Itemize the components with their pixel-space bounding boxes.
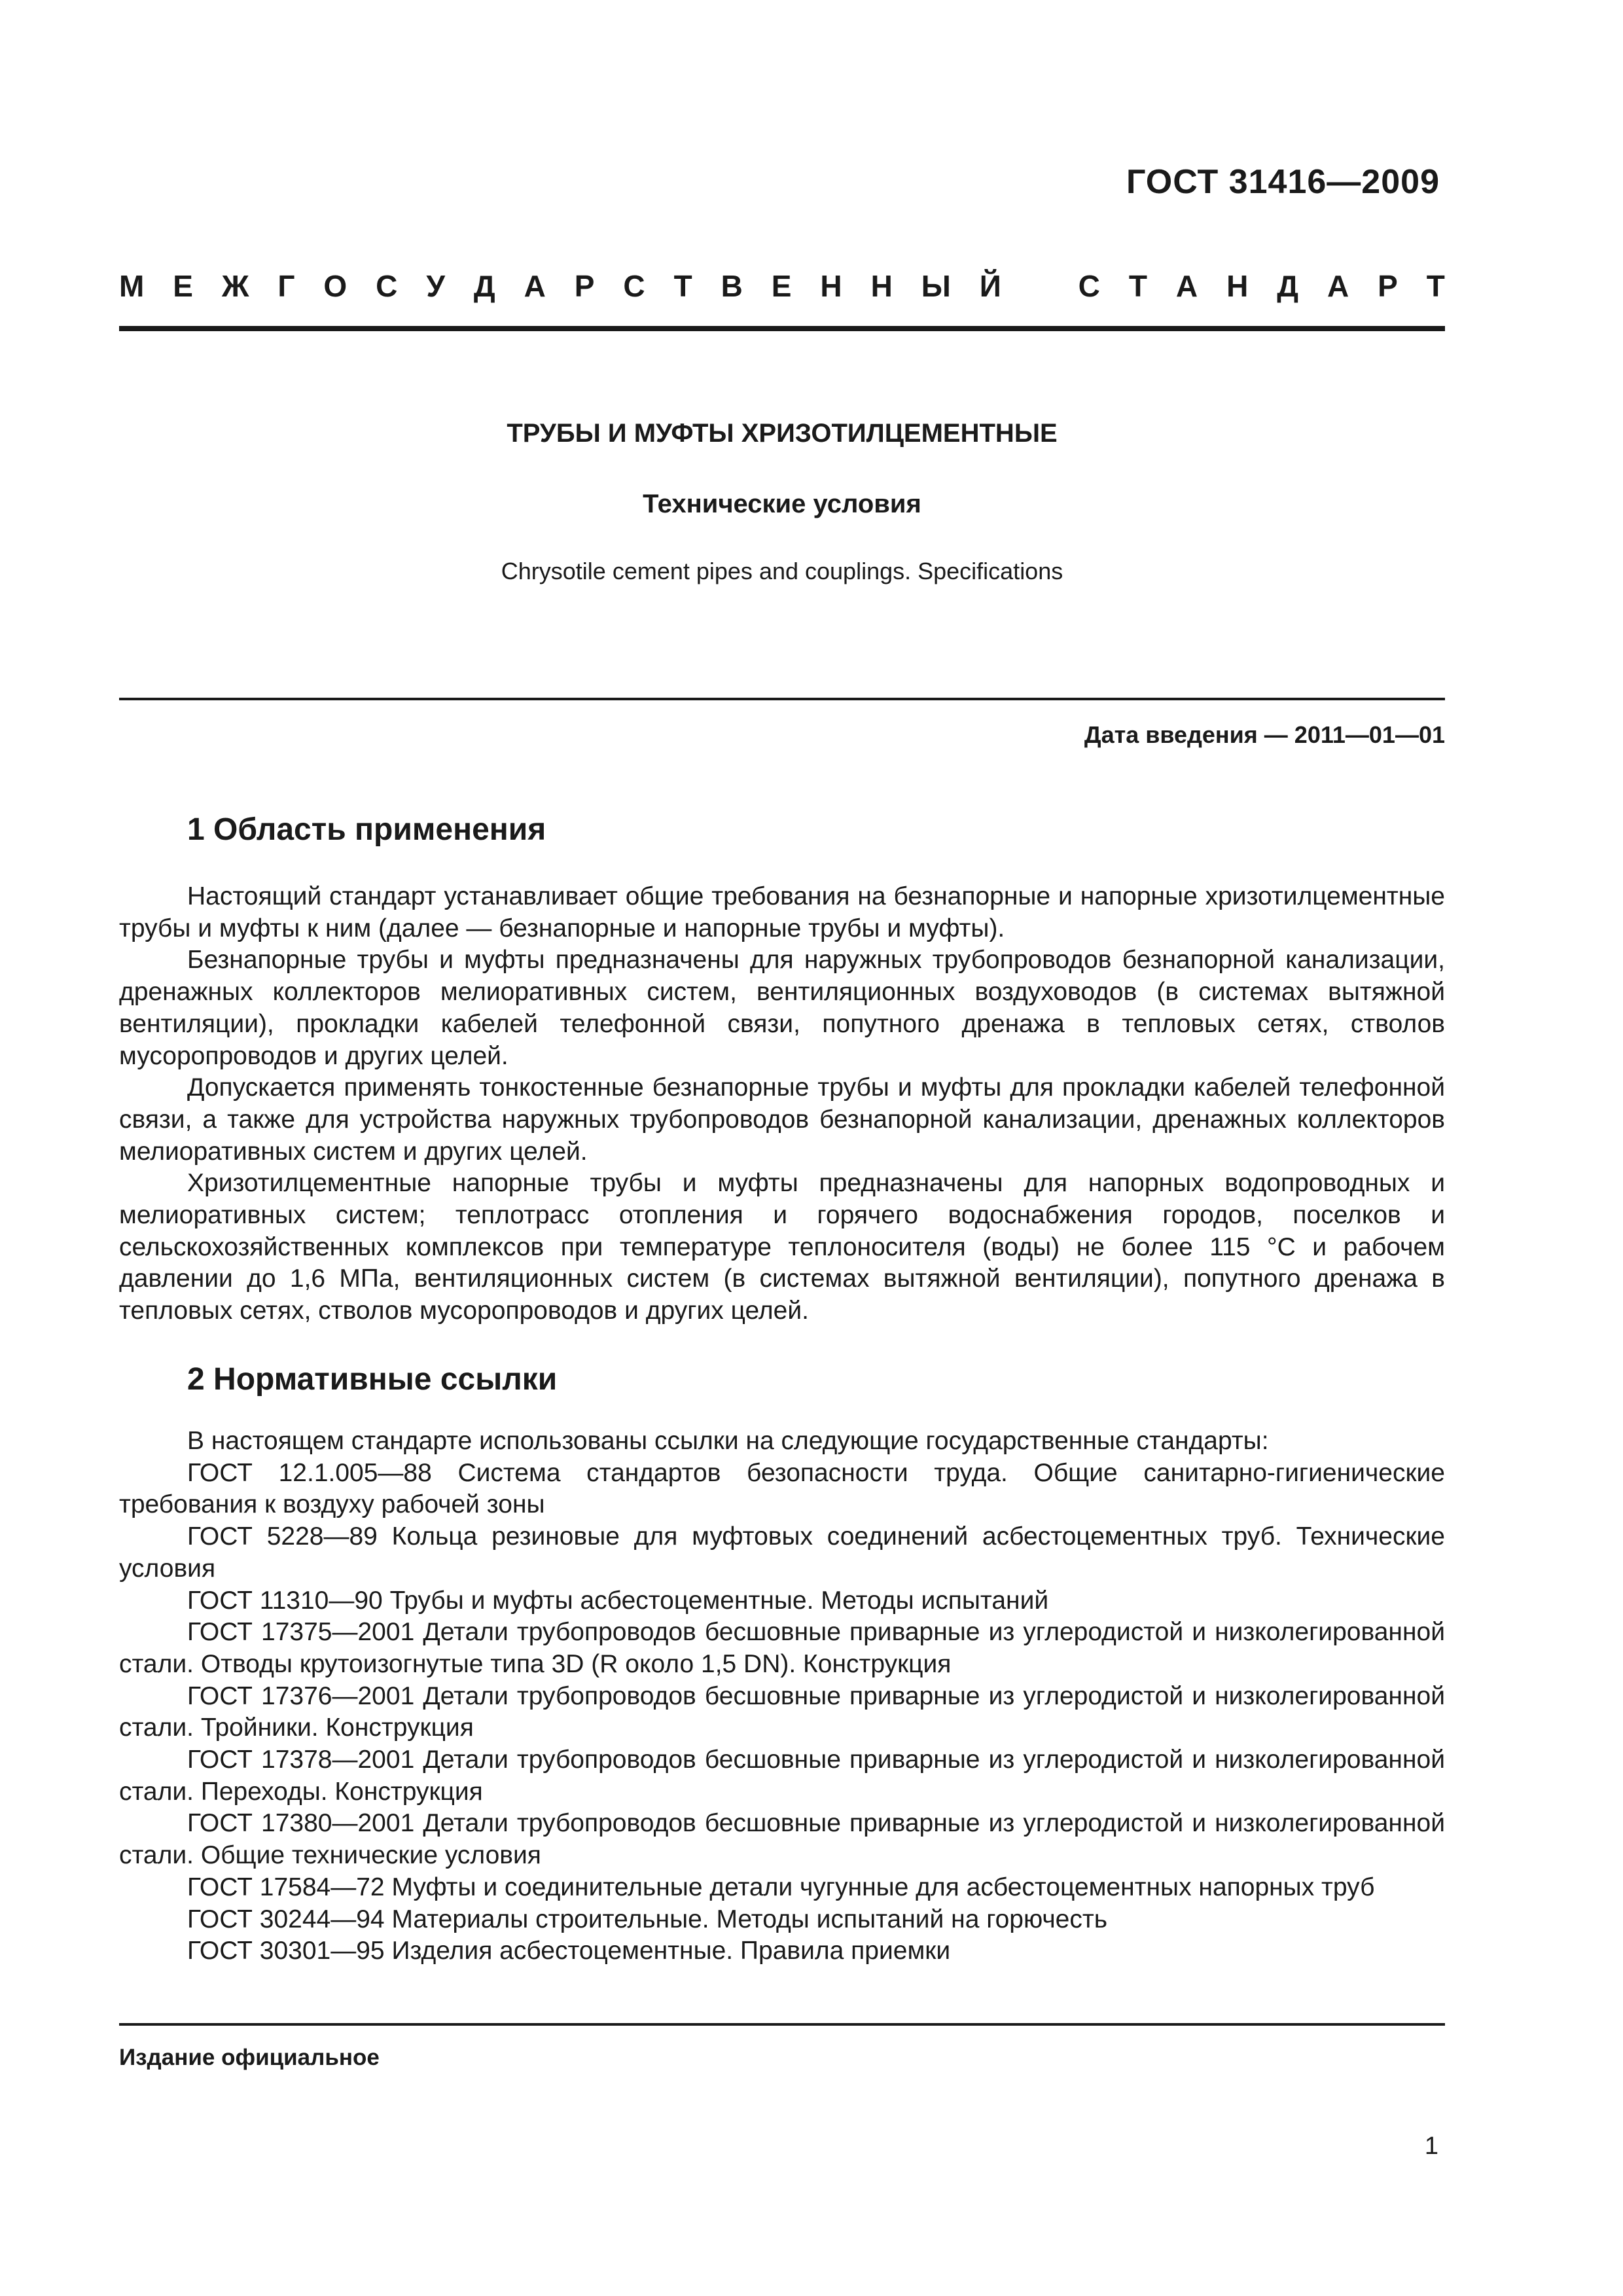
series-title-letter: А	[1327, 269, 1349, 303]
reference-item: ГОСТ 17378—2001 Детали трубопроводов бесшовные приварные из углеродистой и низколегированной стали. Переходы. Конструкция	[119, 1746, 1445, 1806]
series-title-letter: Д	[473, 269, 495, 303]
section-1-heading: 1 Область применения	[187, 812, 546, 847]
series-title-letter: Е	[771, 269, 792, 303]
reference-item: ГОСТ 11310—90 Трубы и муфты асбестоцементные. Методы испытаний	[187, 1586, 1049, 1615]
footer-rule	[119, 2023, 1445, 2026]
series-title-letter: Т	[1426, 269, 1445, 303]
series-title-letter: С	[376, 269, 398, 303]
title-rule	[119, 698, 1445, 700]
section-1-body	[119, 881, 1445, 1327]
series-title-letter: Г	[277, 269, 295, 303]
series-title-letter: Н	[1226, 269, 1249, 303]
reference-item: ГОСТ 12.1.005—88 Система стандартов безопасности труда. Общие санитарно-гигиенические требования к воздуху рабочей зоны	[119, 1458, 1445, 1519]
paragraph: Настоящий стандарт устанавливает общие требования на безнапорные и напорные хризотилцементные трубы и муфты к ним (далее — безнапорные и напорные трубы и муфты).	[119, 882, 1445, 942]
series-title-letter: С	[1078, 269, 1100, 303]
series-title-letter: А	[524, 269, 546, 303]
series-title-letter: Р	[1378, 269, 1398, 303]
series-title-letter: Ы	[921, 269, 951, 303]
introduction-date: Дата введения — 2011—01—01	[1084, 721, 1445, 748]
series-title-letter: Е	[173, 269, 193, 303]
reference-item: ГОСТ 17376—2001 Детали трубопроводов бесшовные приварные из углеродистой и низколегированной стали. Тройники. Конструкция	[119, 1681, 1445, 1742]
reference-item: ГОСТ 17375—2001 Детали трубопроводов бесшовные приварные из углеродистой и низколегированной стали. Отводы крутоизогнутые типа 3D (R около 1,5 DN). Конструкция	[119, 1618, 1445, 1678]
section-2-heading: 2 Нормативные ссылки	[187, 1362, 558, 1397]
publication-label: Издание официальное	[119, 2045, 380, 2070]
header-rule	[119, 326, 1445, 331]
english-title: Chrysotile cement pipes and couplings. Specifications	[501, 558, 1063, 584]
section-2-body	[119, 1426, 1445, 1967]
reference-item: ГОСТ 30301—95 Изделия асбестоцементные. Правила приемки	[187, 1937, 951, 1965]
paragraph: Хризотилцементные напорные трубы и муфты предназначены для напорных водопроводных и мелиоративных систем; теплотрасс отопления и горячего водоснабжения городов, поселков и сельскохозяйственных комплексов при температуре теплоносителя (воды) не более 115 °С и рабочем давлении до 1,6 МПа, вентиляционных систем (в системах вытяжной вентиляции), попутного дренажа в тепловых сетях, стволов мусоропроводов и других целей.	[119, 1169, 1445, 1325]
series-title	[119, 268, 1445, 304]
reference-item: ГОСТ 30244—94 Материалы строительные. Методы испытаний на горючесть	[187, 1905, 1108, 1933]
series-title-letter: Т	[1128, 269, 1147, 303]
paragraph: Безнапорные трубы и муфты предназначены для наружных трубопроводов безнапорной канализации, дренажных коллекторов мелиоративных систем, вентиляционных воздуховодов (в системах вытяжной вентиляции), прокладки кабелей телефонной связи, попутного дренажа в тепловых сетях, стволов мусоропроводов и других целей.	[119, 946, 1445, 1070]
series-title-letter: У	[426, 269, 445, 303]
series-title-letter: Д	[1277, 269, 1299, 303]
series-title-letter: В	[721, 269, 743, 303]
document-number: ГОСТ 31416—2009	[1126, 163, 1440, 201]
paragraph: Допускается применять тонкостенные безнапорные трубы и муфты для прокладки кабелей телефонной связи, а также для устройства наружных трубопроводов безнапорной канализации, дренажных коллекторов мелиоративных систем и других целей.	[119, 1073, 1445, 1166]
reference-item: ГОСТ 17584—72 Муфты и соединительные детали чугунные для асбестоцементных напорных труб	[187, 1873, 1375, 1901]
series-title-letter: Й	[979, 269, 1001, 303]
series-title-letter: А	[1175, 269, 1198, 303]
series-title-letter: Н	[820, 269, 842, 303]
series-title-letter: Н	[870, 269, 893, 303]
document-subtitle: Технические условия	[643, 490, 921, 518]
page-number: 1	[1424, 2132, 1438, 2160]
series-title-letter: Ж	[221, 269, 249, 303]
reference-item: ГОСТ 17380—2001 Детали трубопроводов бесшовные приварные из углеродистой и низколегированной стали. Общие технические условия	[119, 1809, 1445, 1870]
series-title-letter: С	[623, 269, 645, 303]
series-title-letter: Р	[574, 269, 595, 303]
series-title-letter: Т	[673, 269, 692, 303]
document-title: ТРУБЫ И МУФТЫ ХРИЗОТИЛЦЕМЕНТНЫЕ	[507, 419, 1058, 448]
series-title-letter: О	[323, 269, 348, 303]
series-title-letter: М	[119, 269, 145, 303]
series-title-word-gap	[1030, 268, 1050, 304]
reference-item: ГОСТ 5228—89 Кольца резиновые для муфтовых соединений асбестоцементных труб. Технические условия	[119, 1522, 1445, 1583]
references-lead: В настоящем стандарте использованы ссылки на следующие государственные стандарты:	[187, 1427, 1269, 1455]
